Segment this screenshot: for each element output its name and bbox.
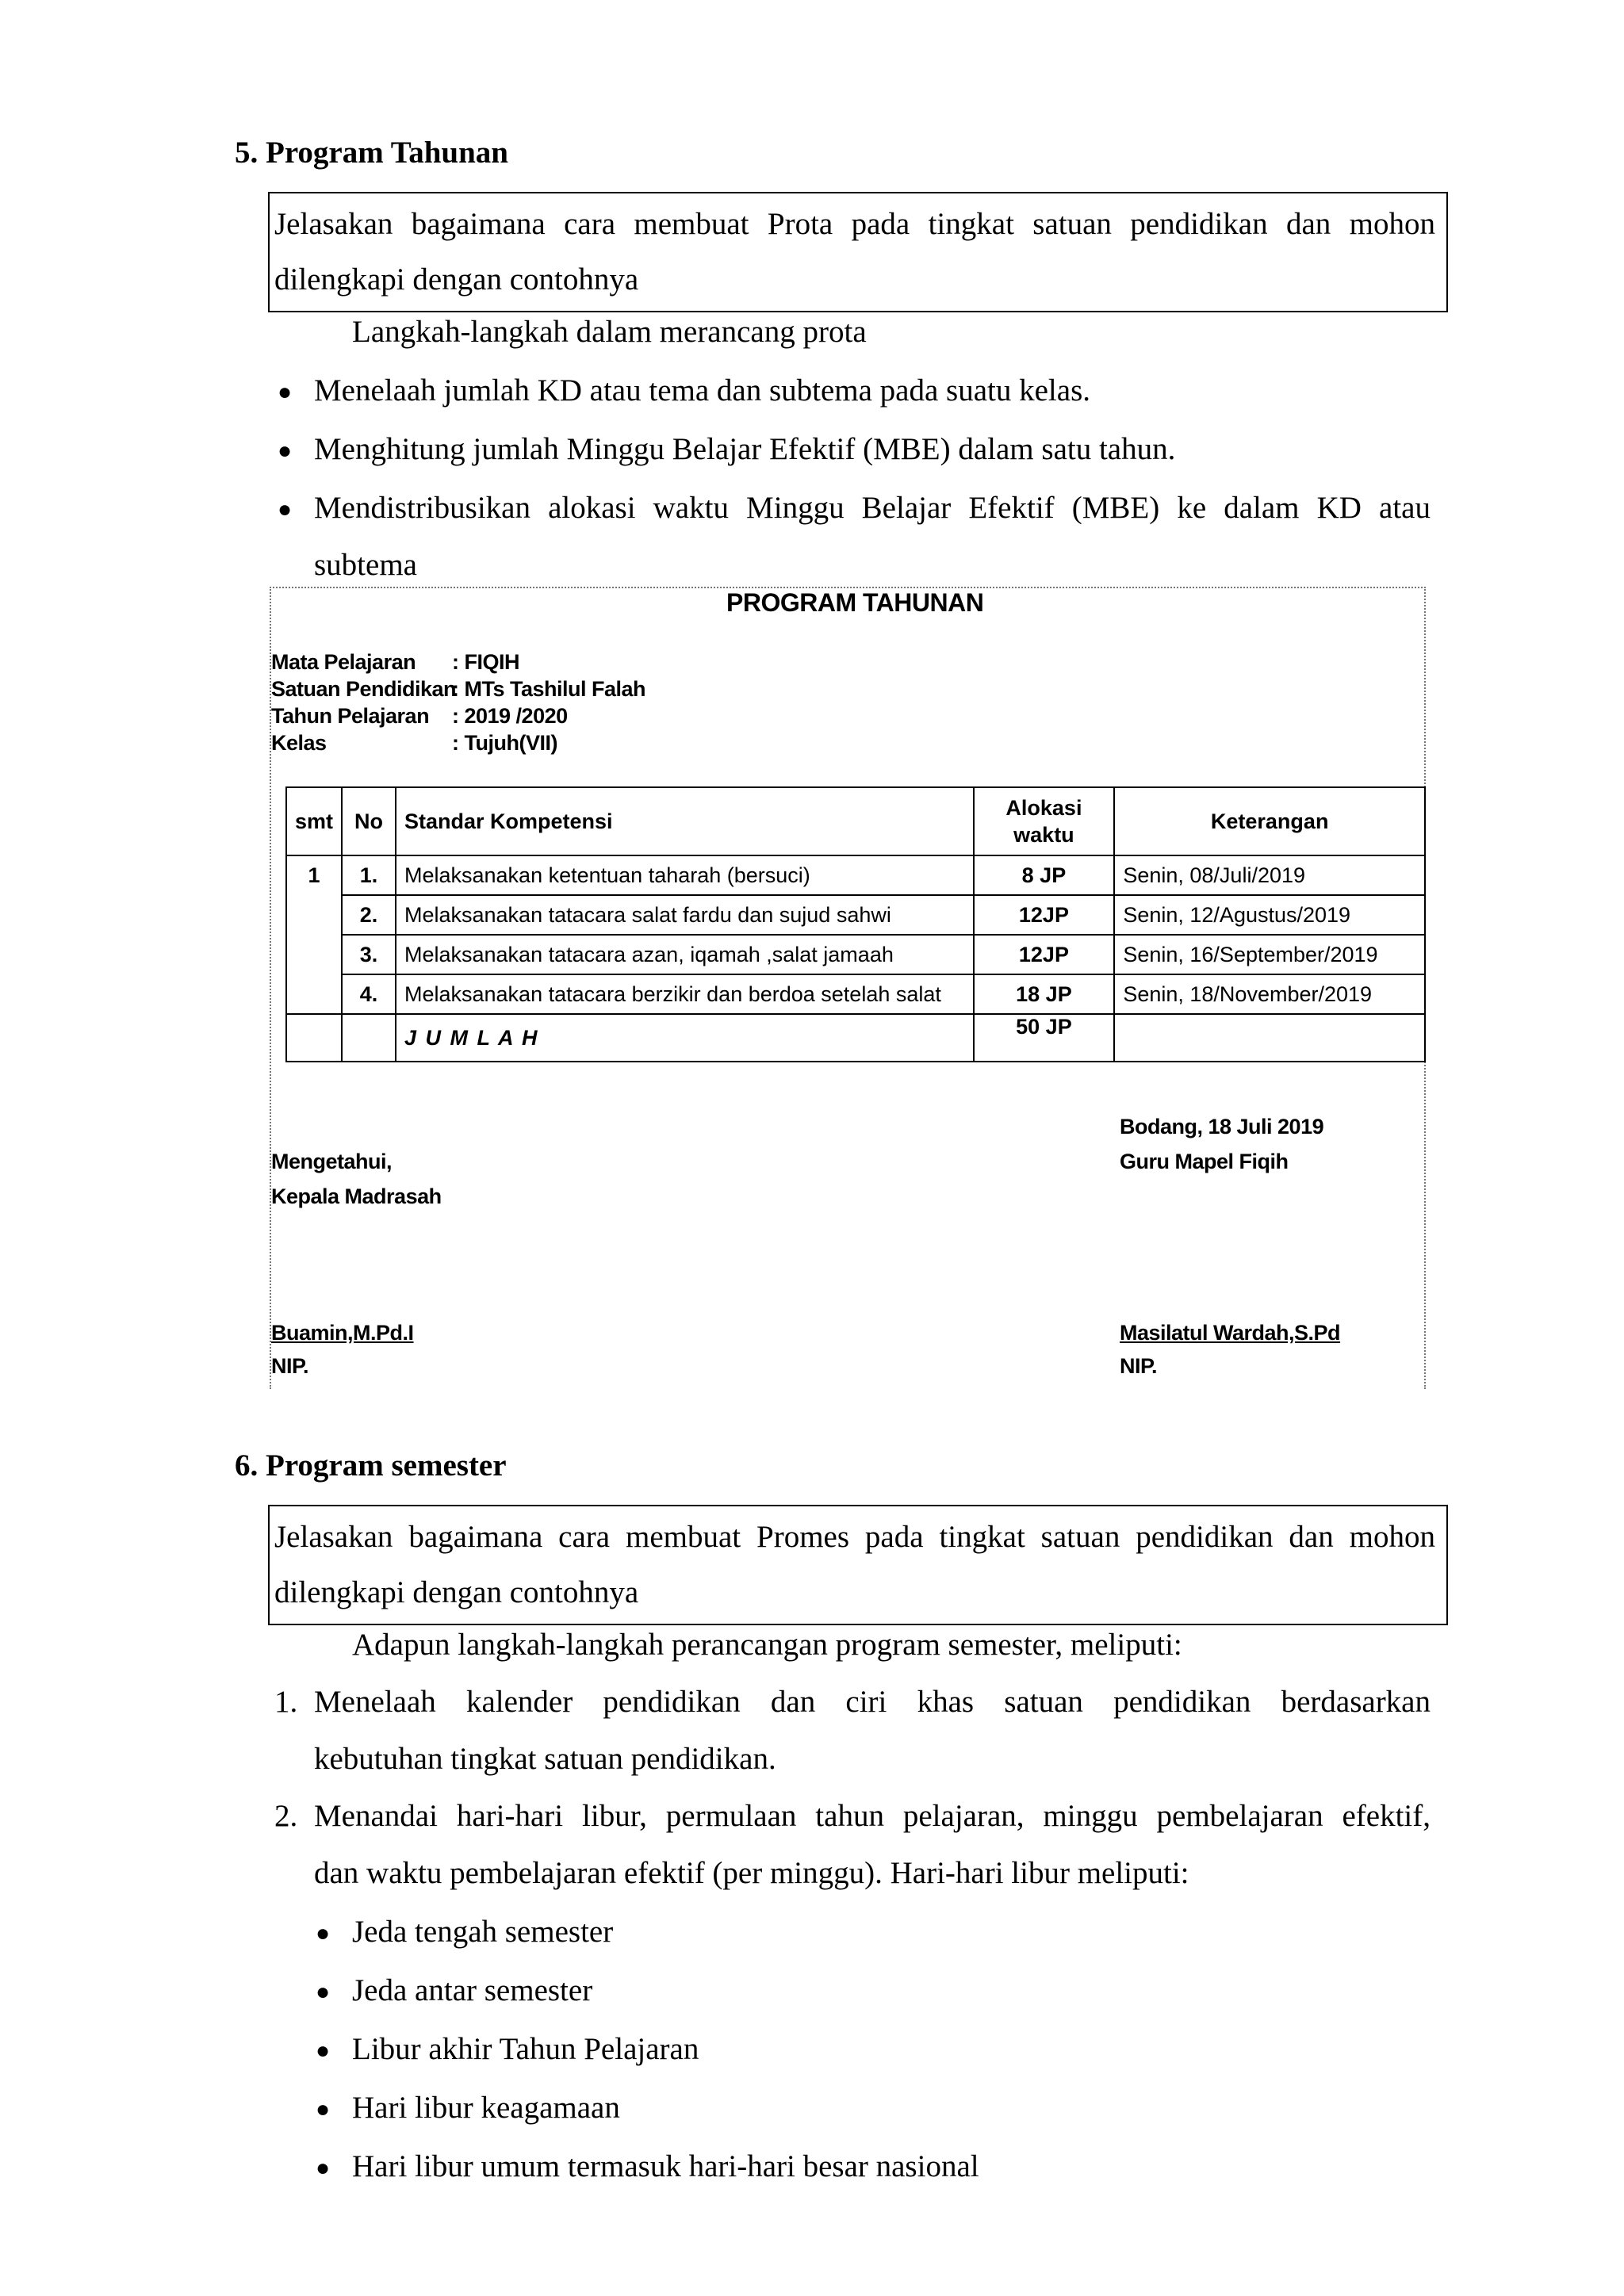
cell-ket: Senin, 16/September/2019: [1114, 935, 1425, 974]
bullet-icon: ●: [316, 1979, 331, 2005]
header-sk: Standar Kompetensi: [396, 787, 974, 855]
right-signer-nip: NIP.: [1120, 1354, 1158, 1378]
cell-no: 3.: [342, 935, 396, 974]
meta-label-tahun: Tahun Pelajaran: [271, 704, 430, 728]
prota-title: PROGRAM TAHUNAN: [726, 588, 984, 617]
section-5-heading: 5. Program Tahunan: [235, 136, 508, 170]
cell-alokasi: 12JP: [974, 895, 1115, 935]
cell-smt: [286, 974, 342, 1014]
table-row: [286, 855, 1425, 895]
step-1-number: 1.: [274, 1685, 298, 1719]
header-alokasi-1: Alokasi: [1005, 796, 1082, 820]
section-6-question-box: [268, 1505, 1448, 1625]
meta-label-satuan: Satuan Pendidikan: [271, 677, 457, 701]
step-1-line-2: kebutuhan tingkat satuan pendidikan.: [314, 1742, 776, 1776]
bullet-icon: ●: [278, 496, 293, 522]
cell-empty: [342, 1014, 396, 1062]
step-1-line-1: Menelaah kalender pendidikan dan ciri khas satuan pendidikan berdasarkan: [314, 1685, 1431, 1719]
cell-no: 4.: [342, 974, 396, 1014]
holiday-item: Hari libur keagamaan: [352, 2091, 620, 2125]
meta-value-satuan: : MTs Tashilul Falah: [452, 677, 646, 701]
cell-ket: Senin, 18/November/2019: [1114, 974, 1425, 1014]
meta-value-mapel: : FIQIH: [452, 650, 519, 674]
bullet-icon: ●: [316, 1920, 331, 1946]
step-2-number: 2.: [274, 1799, 298, 1833]
cell-alokasi: 12JP: [974, 935, 1115, 974]
cell-empty: [286, 1014, 342, 1062]
step-2-line-1: Menandai hari-hari libur, permulaan tahun pelajaran, minggu pembelajaran efektif,: [314, 1799, 1431, 1833]
section-5-bullet-3-cont: subtema: [314, 548, 417, 582]
cell-smt: 1: [286, 855, 342, 895]
table-row: [286, 895, 1425, 935]
cell-empty: [1114, 1014, 1425, 1062]
header-alokasi: [974, 787, 1115, 855]
cell-ket: Senin, 08/Juli/2019: [1114, 855, 1425, 895]
sign-date: Bodang, 18 Juli 2019: [1120, 1115, 1324, 1138]
sign-right-role: Guru Mapel Fiqih: [1120, 1150, 1289, 1173]
table-row: [286, 974, 1425, 1014]
section-6-intro: Adapun langkah-langkah perancangan program semester, meliputi:: [352, 1627, 1185, 1663]
sign-left-1: Mengetahui,: [271, 1150, 393, 1173]
bullet-icon: ●: [316, 2096, 331, 2122]
holiday-item: Libur akhir Tahun Pelajaran: [352, 2032, 699, 2066]
table-row: [286, 935, 1425, 974]
bullet-icon: ●: [316, 2155, 331, 2181]
section-5-question-box: [268, 192, 1448, 312]
bullet-icon: ●: [316, 2038, 331, 2064]
total-label: J U M L A H: [396, 1014, 974, 1062]
question-line-2: dilengkapi dengan contohnya: [274, 1575, 639, 1609]
header-alokasi-2: waktu: [1013, 823, 1074, 847]
cell-ket: Senin, 12/Agustus/2019: [1114, 895, 1425, 935]
right-signer-name: Masilatul Wardah,S.Pd: [1120, 1321, 1341, 1345]
cell-alokasi: 8 JP: [974, 855, 1115, 895]
cell-no: 1.: [342, 855, 396, 895]
header-no: No: [342, 787, 396, 855]
section-5-bullet-3: Mendistribusikan alokasi waktu Minggu Belajar Efektif (MBE) ke dalam KD atau: [314, 491, 1431, 525]
meta-label-mapel: Mata Pelajaran: [271, 650, 416, 674]
sign-left-2: Kepala Madrasah: [271, 1184, 442, 1208]
cell-no: 2.: [342, 895, 396, 935]
table-header-row: [286, 787, 1425, 855]
header-smt: smt: [286, 787, 342, 855]
section-5-bullet-1: Menelaah jumlah KD atau tema dan subtema pada suatu kelas.: [314, 373, 1090, 408]
cell-sk: Melaksanakan tatacara salat fardu dan sujud sahwi: [396, 895, 974, 935]
section-5-bullet-2: Menghitung jumlah Minggu Belajar Efektif (MBE) dalam satu tahun.: [314, 432, 1176, 466]
section-5-intro: Langkah-langkah dalam merancang prota: [352, 315, 867, 349]
cell-alokasi: 18 JP: [974, 974, 1115, 1014]
left-signer-nip: NIP.: [271, 1354, 309, 1378]
holiday-item: Jeda antar semester: [352, 1973, 593, 2007]
meta-label-kelas: Kelas: [271, 731, 327, 755]
header-ket: Keterangan: [1114, 787, 1425, 855]
table-total-row: [286, 1014, 1425, 1062]
cell-sk: Melaksanakan tatacara azan, iqamah ,salat jamaah: [396, 935, 974, 974]
cell-sk: Melaksanakan ketentuan taharah (bersuci): [396, 855, 974, 895]
holiday-item: Jeda tengah semester: [352, 1915, 614, 1949]
cell-smt: [286, 935, 342, 974]
meta-value-tahun: : 2019 /2020: [452, 704, 568, 728]
holiday-item: Hari libur umum termasuk hari-hari besar nasional: [352, 2149, 979, 2183]
cell-smt: [286, 895, 342, 935]
left-signer-name: Buamin,M.Pd.I: [271, 1321, 414, 1345]
prota-table: [285, 786, 1426, 1062]
meta-value-kelas: : Tujuh(VII): [452, 731, 557, 755]
section-6-heading: 6. Program semester: [235, 1448, 507, 1483]
question-line-2: dilengkapi dengan contohnya: [274, 262, 639, 297]
prota-document-image: [270, 587, 1426, 1389]
total-value: 50 JP: [974, 1014, 1115, 1062]
bullet-icon: ●: [278, 379, 293, 405]
question-line-1: Jelasakan bagaimana cara membuat Prota pada tingkat satuan pendidikan dan mohon: [274, 207, 1435, 241]
question-line-1: Jelasakan bagaimana cara membuat Promes pada tingkat satuan pendidikan dan mohon: [274, 1520, 1435, 1554]
bullet-icon: ●: [278, 438, 293, 464]
step-2-line-2: dan waktu pembelajaran efektif (per minggu). Hari-hari libur meliputi:: [314, 1856, 1189, 1890]
cell-sk: Melaksanakan tatacara berzikir dan berdoa setelah salat: [396, 974, 974, 1014]
